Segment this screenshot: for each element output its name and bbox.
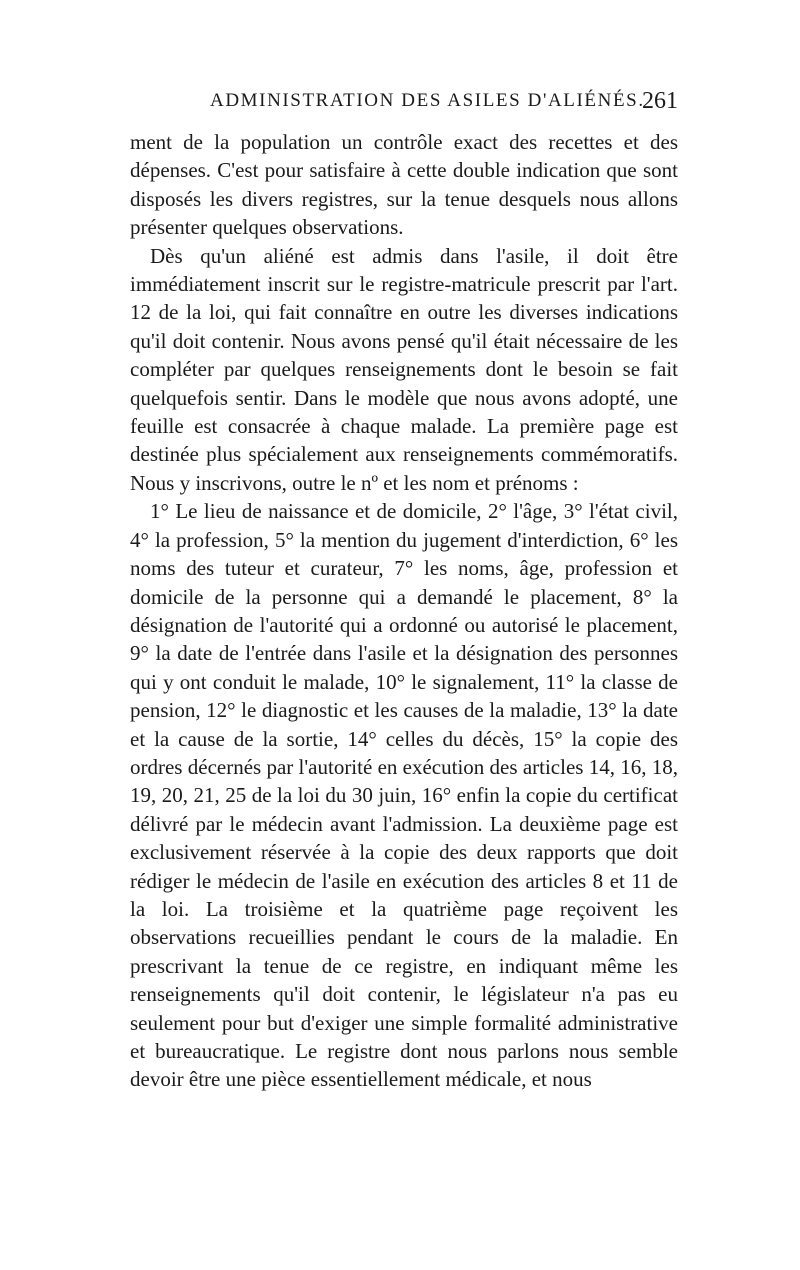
paragraph-continuation: ment de la population un contrôle exact des recettes et des dépenses. C'est pour satisfaire à cette double indication que sont disposés les divers registres, sur la tenue desquels nous allons présenter quelques observations.	[130, 130, 678, 240]
running-title: ADMINISTRATION DES ASILES D'ALIÉNÉS.	[210, 90, 645, 111]
body-text	[130, 128, 678, 1094]
page-number: 261	[642, 88, 678, 114]
running-head	[130, 90, 678, 120]
paragraph-registre-matricule: Dès qu'un aliéné est admis dans l'asile, il doit être immédiatement inscrit sur le registre-matricule prescrit par l'art. 12 de la loi, qui fait connaître en outre les diverses indications qu'il doit contenir. Nous avons pensé qu'il était nécessaire de les compléter par quelques renseignements dont le besoin se fait quelquefois sentir. Dans le modèle que nous avons adopté, une feuille est consacrée à chaque malade. La première page est destinée plus spécialement aux renseignements commémoratifs. Nous y inscrivons, outre le nº et les nom et prénoms :	[130, 243, 678, 495]
paragraph-enumeration: 1° Le lieu de naissance et de domicile, 2° l'âge, 3° l'état civil, 4° la profession, 5° la mention du jugement d'interdiction, 6° les noms des tuteur et curateur, 7° les noms, âge, profession et domicile de la personne qui a demandé le placement, 8° la désignation de l'autorité qui a ordonné ou autorisé le placement, 9° la date de l'entrée dans l'asile et la désignation des personnes qui y ont conduit le malade, 10° le signalement, 11° la classe de pension, 12° le diagnostic et les causes de la maladie, 13° la date et la cause de la sortie, 14° celles du décès, 15° la copie des ordres décernés par l'autorité en exécution des articles 14, 16, 18, 19, 20, 21, 25 de la loi du 30 juin, 16° enfin la copie du certificat délivré par le médecin avant l'admission. La deuxième page est exclusivement réservée à la copie des deux rapports que doit rédiger le médecin de l'asile en exécution des articles 8 et 11 de la loi. La troisième et la quatrième page reçoivent les observations recueillies pendant le cours de la maladie. En prescrivant la tenue de ce registre, en indiquant même les renseignements qu'il doit contenir, le législateur n'a pas eu seulement pour but d'exiger une simple formalité administrative et bureaucratique. Le registre dont nous parlons nous semble devoir être une pièce essentiellement médicale, et nous	[130, 499, 678, 1092]
